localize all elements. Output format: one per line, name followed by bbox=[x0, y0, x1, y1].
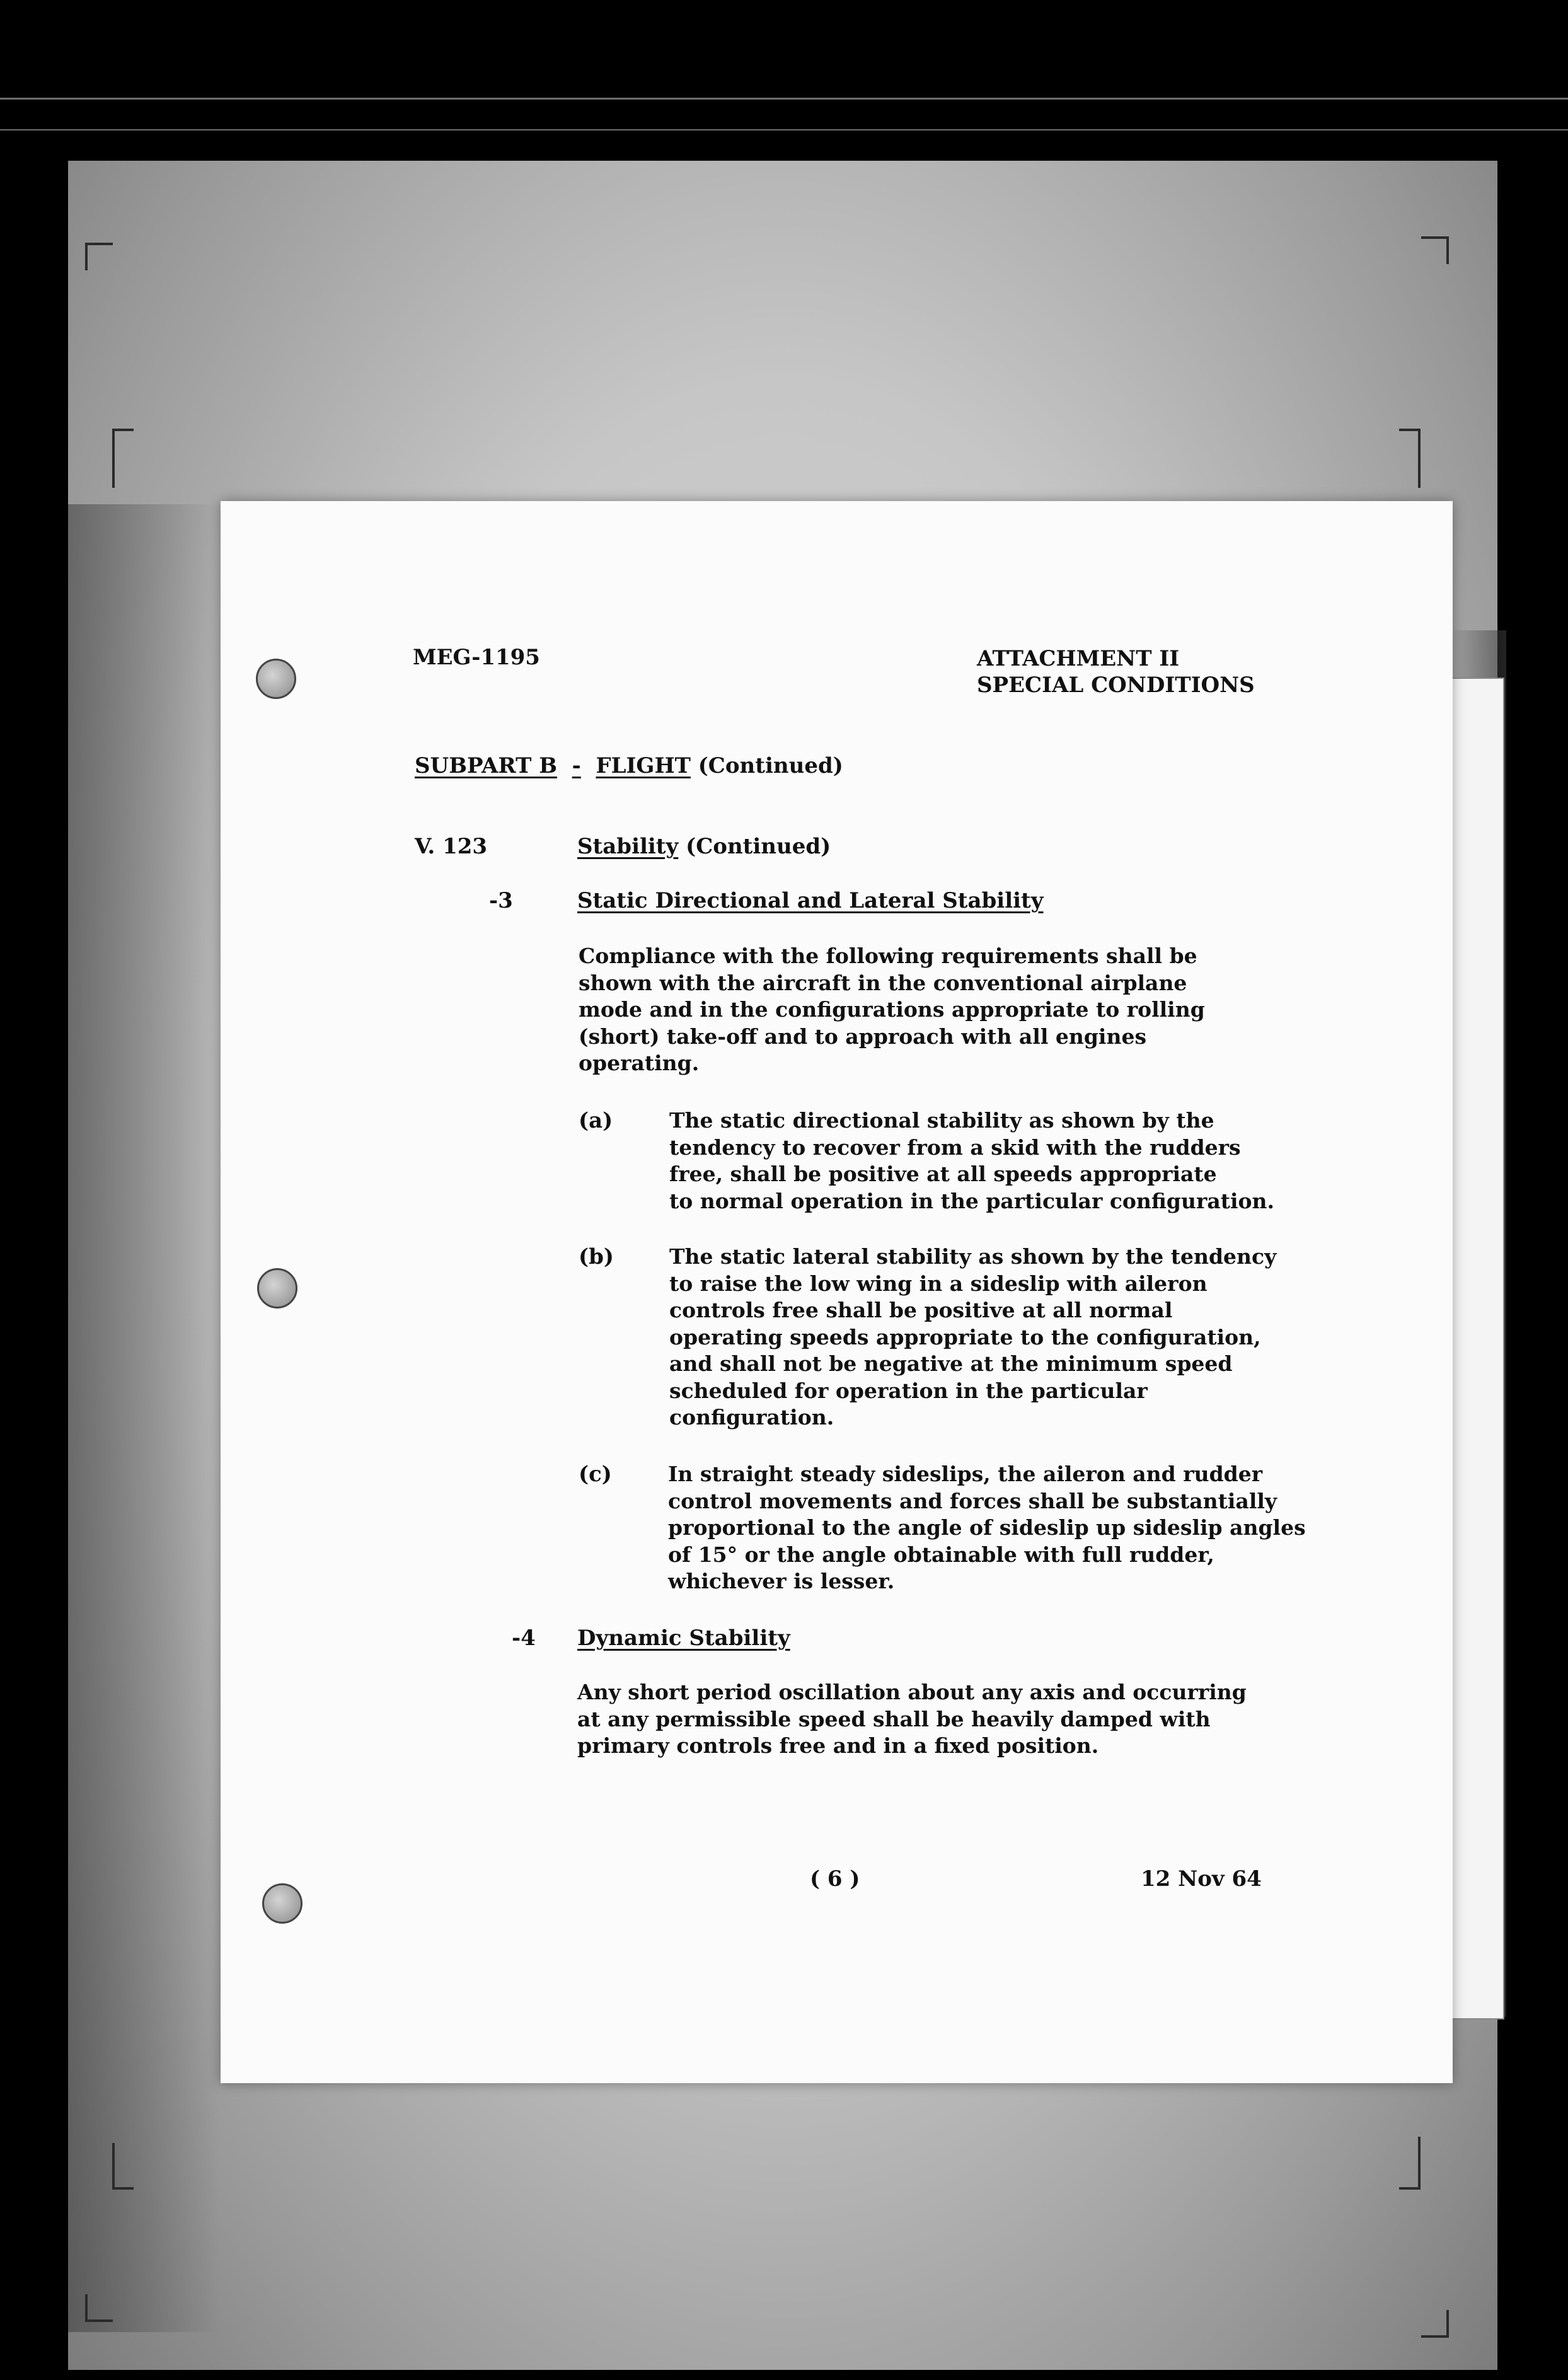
attachment-label: ATTACHMENT II bbox=[977, 646, 1180, 671]
paragraph-line: (short) take-off and to approach with all engines bbox=[579, 1024, 1147, 1049]
paragraph-line: In straight steady sideslips, the aileron and rudder bbox=[668, 1462, 1263, 1486]
subpart-suffix: (Continued) bbox=[698, 753, 843, 778]
backdrop-shadow bbox=[68, 504, 219, 2332]
paragraph-line: operating speeds appropriate to the configuration, bbox=[669, 1324, 1261, 1349]
subpart-label: SUBPART B bbox=[415, 753, 557, 778]
subitem-label: (c) bbox=[579, 1462, 612, 1487]
item-title bbox=[577, 887, 1044, 914]
crop-mark-top-left bbox=[85, 243, 113, 270]
section-title-suffix: (Continued) bbox=[686, 834, 831, 859]
paragraph-line: whichever is lesser. bbox=[668, 1569, 895, 1593]
subpart-separator: - bbox=[572, 753, 581, 778]
film-border-line bbox=[0, 98, 1568, 100]
crop-mark-right-bracket-bottom bbox=[1399, 2137, 1421, 2190]
film-border-line bbox=[0, 129, 1568, 130]
crop-mark-left-bracket bbox=[112, 429, 134, 488]
paragraph-line: primary controls free and in a fixed position. bbox=[577, 1733, 1099, 1758]
paragraph-line: proportional to the angle of sideslip up sideslip angles bbox=[668, 1515, 1306, 1540]
subitem-paragraph bbox=[669, 1244, 1276, 1431]
punch-hole bbox=[256, 659, 296, 699]
punch-hole bbox=[257, 1268, 297, 1308]
subitem-label: (a) bbox=[579, 1108, 613, 1133]
paragraph-line: tendency to recover from a skid with the rudders bbox=[669, 1135, 1241, 1160]
crop-mark-right-bracket bbox=[1399, 429, 1421, 488]
subpart-name: FLIGHT bbox=[596, 753, 691, 778]
page-number: ( 6 ) bbox=[810, 1866, 860, 1892]
item-title-text: Dynamic Stability bbox=[577, 1626, 790, 1651]
document-date: 12 Nov 64 bbox=[1141, 1866, 1262, 1892]
paragraph-line: configuration. bbox=[669, 1405, 834, 1430]
subitem-paragraph bbox=[669, 1107, 1274, 1215]
crop-mark-bottom-left bbox=[85, 2294, 113, 2322]
crop-mark-left-bracket-bottom bbox=[112, 2143, 134, 2190]
paragraph-line: controls free shall be positive at all normal bbox=[669, 1298, 1173, 1322]
paragraph-line: mode and in the configurations appropriate to rolling bbox=[579, 997, 1205, 1022]
paragraph-line: scheduled for operation in the particular bbox=[669, 1378, 1148, 1403]
paragraph-line: to raise the low wing in a sideslip with aileron bbox=[669, 1271, 1208, 1296]
paragraph-line: operating. bbox=[579, 1051, 700, 1075]
item-paragraph bbox=[577, 1679, 1247, 1760]
paragraph-line: Any short period oscillation about any axis and occurring bbox=[577, 1680, 1247, 1704]
doc-number: MEG-1195 bbox=[413, 645, 540, 670]
paragraph-line: shown with the aircraft in the conventional airplane bbox=[579, 970, 1187, 995]
subitem-paragraph bbox=[668, 1461, 1306, 1595]
paragraph-line: at any permissible speed shall be heavily damped with bbox=[577, 1706, 1211, 1731]
crop-mark-top-right bbox=[1421, 236, 1449, 264]
subpart-heading bbox=[415, 753, 843, 779]
paragraph-line: free, shall be positive at all speeds appropriate bbox=[669, 1162, 1217, 1186]
item-number: -4 bbox=[512, 1626, 536, 1651]
paragraph-line: and shall not be negative at the minimum speed bbox=[669, 1351, 1233, 1376]
paragraph-line: The static lateral stability as shown by the tendency bbox=[669, 1244, 1277, 1269]
paragraph-line: to normal operation in the particular configuration. bbox=[669, 1188, 1275, 1213]
subitem-label: (b) bbox=[579, 1244, 614, 1269]
section-title: Stability bbox=[577, 834, 679, 859]
punch-hole bbox=[262, 1883, 303, 1924]
item-intro-paragraph bbox=[579, 943, 1205, 1077]
item-number: -3 bbox=[489, 888, 513, 913]
crop-mark-bottom-right bbox=[1421, 2310, 1449, 2338]
film-border-top bbox=[0, 0, 1568, 158]
paragraph-line: The static directional stability as shown by the bbox=[669, 1108, 1214, 1133]
section-number: V. 123 bbox=[415, 834, 488, 859]
page-edge-tab bbox=[1453, 678, 1504, 2019]
item-title bbox=[577, 1625, 790, 1651]
paragraph-line: control movements and forces shall be substantially bbox=[668, 1488, 1277, 1513]
paragraph-line: of 15° or the angle obtainable with full rudder, bbox=[668, 1542, 1214, 1567]
section-heading bbox=[577, 833, 831, 860]
paragraph-line: Compliance with the following requirements shall be bbox=[579, 944, 1197, 968]
item-title-text: Static Directional and Lateral Stability bbox=[577, 888, 1044, 913]
attachment-subtitle: SPECIAL CONDITIONS bbox=[977, 673, 1255, 698]
